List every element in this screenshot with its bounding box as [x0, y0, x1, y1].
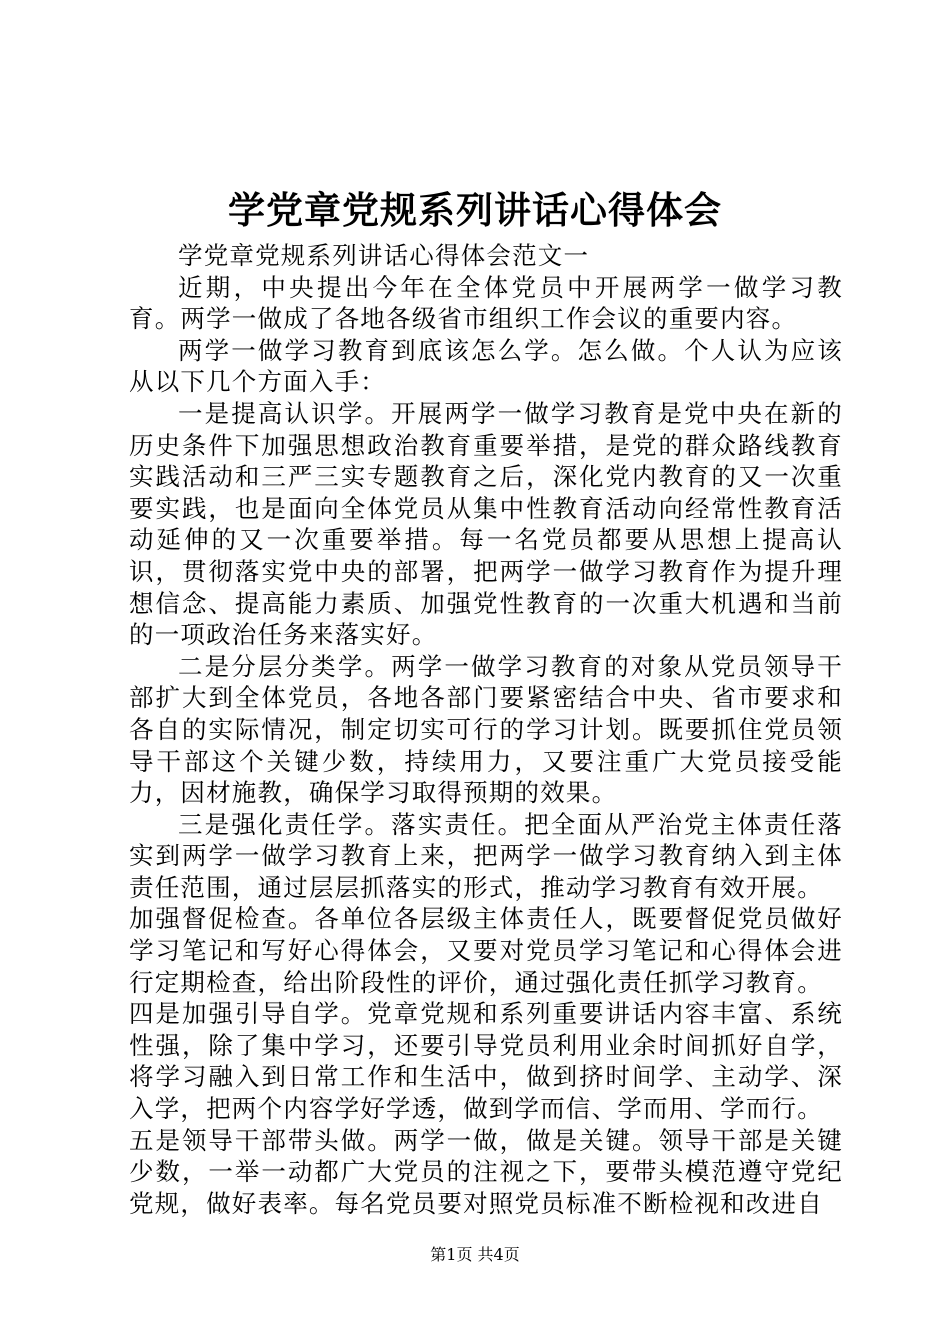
paragraph-point-four: 四是加强引导自学。党章党规和系列重要讲话内容丰富、系统性强，除了集中学习，还要引导党员利用业余时间抓好自学，将学习融入到日常工作和生活中，做到挤时间学、主动学、深入学，把两个内容学好学透，做到学而信、学而用、学而行。	[129, 999, 843, 1124]
paragraph-point-two: 二是分层分类学。两学一做学习教育的对象从党员领导干部扩大到全体党员，各地各部门要紧密结合中央、省市要求和各自的实际情况，制定切实可行的学习计划。既要抓住党员领导干部这个关键少数，持续用力，又要注重广大党员接受能力，因材施教，确保学习取得预期的效果。	[129, 651, 843, 808]
paragraph-subtitle: 学党章党规系列讲话心得体会范文一	[178, 241, 590, 270]
document-title: 学党章党规系列讲话心得体会	[228, 188, 722, 232]
paragraph-point-three: 三是强化责任学。落实责任。把全面从严治党主体责任落实到两学一做学习教育上来，把两学一做学习教育纳入到主体责任范围，通过层层抓落实的形式，推动学习教育有效开展。	[129, 809, 843, 902]
paragraph-question: 两学一做学习教育到底该怎么学。怎么做。个人认为应该从以下几个方面入手：	[129, 335, 843, 397]
paragraph-point-one: 一是提高认识学。开展两学一做学习教育是党中央在新的历史条件下加强思想政治教育重要举措，是党的群众路线教育实践活动和三严三实专题教育之后，深化党内教育的又一次重要实践，也是面向全体党员从集中性教育活动向经常性教育活动延伸的又一次重要举措。每一名党员都要从思想上提高认识，贯彻落实党中央的部署，把两学一做学习教育作为提升理想信念、提高能力素质、加强党性教育的一次重大机遇和当前的一项政治任务来落实好。	[129, 398, 843, 650]
page-footer: 第1页 共4页	[430, 1245, 520, 1264]
paragraph-supervision: 加强督促检查。各单位各层级主体责任人，既要督促党员做好学习笔记和写好心得体会，又要对党员学习笔记和心得体会进行定期检查，给出阶段性的评价，通过强化责任抓学习教育。	[129, 904, 843, 997]
paragraph-intro: 近期，中央提出今年在全体党员中开展两学一做学习教育。两学一做成了各地各级省市组织工作会议的重要内容。	[129, 272, 843, 334]
paragraph-point-five: 五是领导干部带头做。两学一做，做是关键。领导干部是关键少数，一举一动都广大党员的注视之下，要带头模范遵守党纪党规，做好表率。每名党员要对照党员标准不断检视和改进自	[129, 1125, 843, 1218]
document-body	[129, 240, 843, 1219]
